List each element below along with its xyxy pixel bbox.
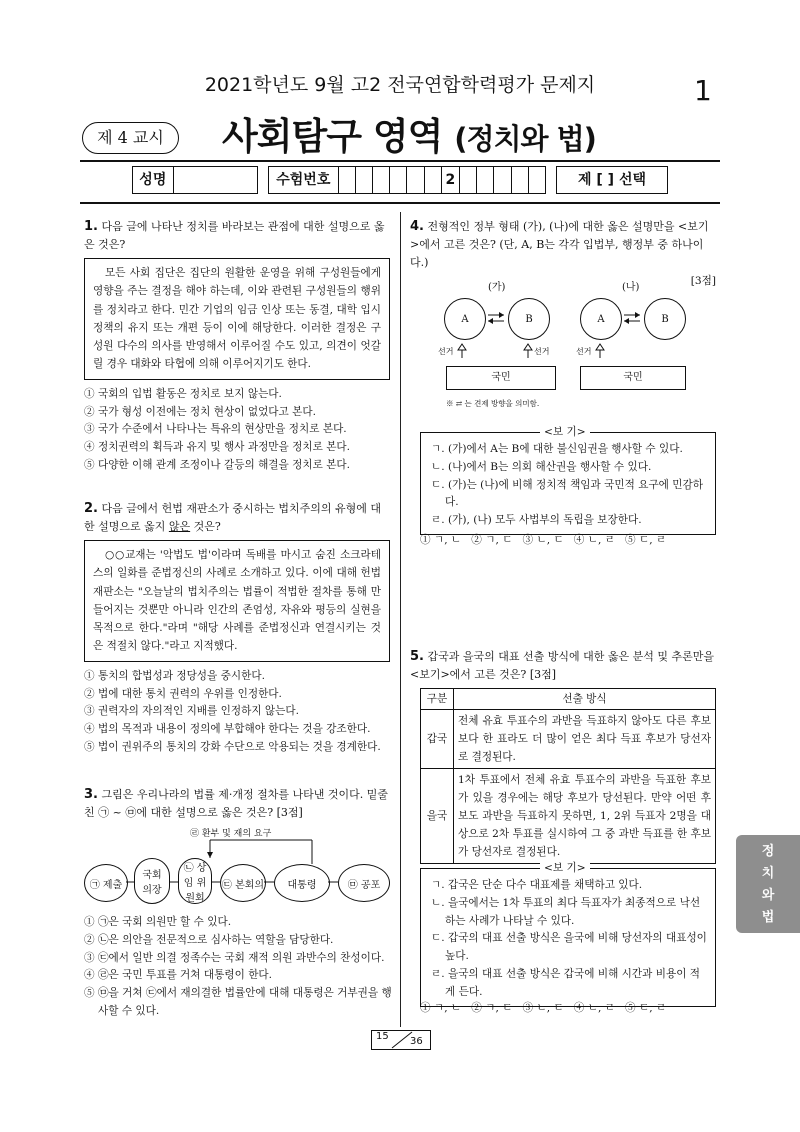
- exam-digit-cell[interactable]: [425, 167, 442, 193]
- option-2[interactable]: ② 법에 대한 통치 권력의 우위를 인정한다.: [84, 687, 282, 700]
- side-tab-char: 정: [761, 844, 775, 859]
- exam-digit-cell[interactable]: [356, 167, 373, 193]
- option-1[interactable]: ① ㉠은 국회 의원만 할 수 있다.: [84, 916, 232, 928]
- question-5-stem: [410, 648, 716, 684]
- table-header: 구분: [421, 689, 454, 710]
- node-plenary: ㉢ 본회의: [220, 864, 266, 902]
- name-label: 성명: [133, 167, 174, 193]
- label-na: (나): [622, 282, 640, 293]
- table-row: [421, 710, 716, 769]
- bogi-label: <보 기>: [540, 860, 590, 875]
- subject-side-tab: [736, 835, 800, 933]
- elect-label: 선거: [438, 347, 454, 356]
- election-table: [420, 688, 716, 864]
- ga-node-b: B: [508, 298, 550, 340]
- bogi-item: ㄴ. 을국에서는 1차 투표의 최다 득표자가 최종적으로 낙선하는 사례가 나타날 수 있다.: [431, 896, 701, 927]
- name-field[interactable]: [174, 167, 257, 193]
- diagram-note: ※ ⇄ 는 견제 방향을 의미함.: [446, 399, 540, 408]
- side-tab-char: 치: [761, 866, 775, 881]
- na-node-b: B: [644, 298, 686, 340]
- question-1-text: 다음 글에 나타난 정치를 바라보는 관점에 대한 설명으로 옳은 것은?: [84, 220, 385, 251]
- option-2[interactable]: ② ㉡은 의안을 전문적으로 심사하는 역할을 담당한다.: [84, 933, 334, 946]
- question-1-passage: 모든 사회 집단은 집단의 원활한 운영을 위해 구성원들에게 영향을 주는 결정을 해야 하는데, 이와 관련된 구성원들의 행위를 정치라고 한다. 민간 기업의 임금 인상 또는 동결, 대학 입시 정책의 유지 또는 개편 등이 이에 해당한다. 이러한 결정은 구성원 다수의 의사를 반영해서 이루어질 수도 있고, 의견이 엇갈릴 경우 대화와 타협에 의해 이루어지기도 한다.: [84, 258, 390, 380]
- question-number: 3.: [84, 787, 98, 802]
- question-2-underline: 않은: [168, 520, 191, 533]
- question-4-bogi: [420, 426, 716, 535]
- question-2-text-a: 다음 글에서 헌법 재판소가 중시하는 법치주의의 유형에 대한 설명으로 옳지: [84, 502, 381, 533]
- node-speaker: 국회 의장: [134, 858, 170, 904]
- table-header-row: [421, 689, 716, 710]
- select-label[interactable]: 제 [ ] 선택: [578, 172, 646, 188]
- node-president: 대통령: [274, 864, 330, 902]
- question-5-answers[interactable]: ① ㄱ, ㄴ ② ㄱ, ㄷ ③ ㄴ, ㄷ ④ ㄴ, ㄹ ⑤ ㄷ, ㄹ: [420, 1002, 667, 1014]
- bogi-item: ㄴ. (나)에서 B는 의회 해산권을 행사할 수 있다.: [431, 460, 652, 473]
- question-5-text: 갑국과 을국의 대표 선출 방식에 대한 옳은 분석 및 추론만을 <보기>에서 고른 것은? [3점]: [410, 650, 714, 681]
- page-number-box: [371, 1030, 431, 1050]
- people-box-ga: 국민: [446, 366, 556, 390]
- bogi-item: ㄷ. (가)는 (나)에 비해 정치적 책임과 국민적 요구에 민감하다.: [431, 478, 703, 509]
- bogi-item: ㄱ. (가)에서 A는 B에 대한 불신임권을 행사할 수 있다.: [431, 443, 683, 455]
- table-cell: 1차 투표에서 전체 유효 투표수의 과반을 득표한 후보가 있을 경우에는 해당 후보가 당선된다. 만약 어떤 후보도 과반을 득표하지 못하면, 1, 2위 득표자 2명을 대상으로 2차 투표를 실시하여 그 중 과반 득표를 한 후보가 당선자로 결정된다.: [454, 769, 716, 864]
- question-3: [84, 786, 390, 822]
- question-5-bogi: [420, 862, 716, 1007]
- option-3[interactable]: ③ 국가 수준에서 나타나는 특유의 현상만을 정치로 본다.: [84, 423, 347, 436]
- option-3[interactable]: ③ ㉢에서 일반 의결 정족수는 국회 재적 의원 과반수의 찬성이다.: [84, 951, 385, 964]
- bogi-item: ㄱ. 갑국은 단순 다수 대표제를 채택하고 있다.: [431, 879, 643, 891]
- na-node-a: A: [580, 298, 622, 340]
- option-1[interactable]: ① 통치의 합법성과 정당성을 중시한다.: [84, 669, 265, 682]
- exam-digit-fixed: 2: [442, 167, 460, 193]
- column-divider: [400, 212, 401, 1027]
- option-5[interactable]: ⑤ 다양한 이해 관계 조정이나 갈등의 해결을 정치로 본다.: [84, 458, 351, 471]
- question-number: 1.: [84, 219, 98, 234]
- question-2: [84, 500, 390, 757]
- question-number: 5.: [410, 649, 424, 664]
- side-tab-char: 와: [761, 888, 775, 903]
- legislation-flow-diagram: [84, 826, 392, 906]
- exam-title: 2021학년도 9월 고2 전국연합학력평가 문제지: [204, 74, 596, 96]
- question-3-options: [84, 914, 392, 1021]
- subject-main: 사회탐구 영역: [222, 115, 443, 158]
- question-5: [410, 648, 716, 684]
- question-2-options: [84, 668, 390, 757]
- elect-label: 선거: [576, 347, 592, 356]
- page-mark: 1: [694, 74, 712, 107]
- ga-node-a: A: [444, 298, 486, 340]
- table-cell: 을국: [421, 769, 454, 864]
- exam-digit-cell[interactable]: [460, 167, 477, 193]
- exam-digit-cell[interactable]: [390, 167, 407, 193]
- option-5[interactable]: ⑤ 법이 권위주의 통치의 강화 수단으로 악용되는 것을 경계한다.: [84, 740, 381, 753]
- exam-digit-cell[interactable]: [477, 167, 494, 193]
- question-1-options: [84, 386, 390, 475]
- question-1-stem: [84, 218, 390, 254]
- government-forms-diagram: [436, 278, 706, 418]
- option-4[interactable]: ④ 정치권력의 획득과 유지 및 행사 과정만을 정치로 본다.: [84, 441, 351, 454]
- node-promulgate: ㉤ 공포: [338, 864, 390, 902]
- node-submit: ㉠ 제출: [84, 864, 128, 902]
- check-arrows: [436, 278, 706, 378]
- exam-digit-cell[interactable]: [407, 167, 424, 193]
- option-5[interactable]: ⑤ ㉤을 거쳐 ㉢에서 재의결한 법률안에 대해 대통령은 거부권을 행사할 수 있다.: [84, 987, 392, 1017]
- page-total: 36: [410, 1036, 423, 1047]
- people-box-na: 국민: [580, 366, 686, 390]
- option-2[interactable]: ② 국가 형성 이전에는 정치 현상이 없었다고 본다.: [84, 405, 316, 418]
- subject-sub: (정치와 법): [454, 122, 596, 156]
- question-4-points: [3점]: [690, 275, 716, 287]
- option-3[interactable]: ③ 권력자의 자의적인 지배를 인정하지 않는다.: [84, 705, 300, 718]
- table-header: 선출 방식: [454, 689, 716, 710]
- question-number: 2.: [84, 501, 98, 516]
- header-rule-bottom: [80, 202, 720, 204]
- exam-digit-cell[interactable]: [529, 167, 545, 193]
- label-ga: (가): [488, 282, 506, 293]
- node-committee: ㉡ 상임 위원회: [178, 858, 212, 904]
- question-4-answers[interactable]: ① ㄱ, ㄴ ② ㄱ, ㄷ ③ ㄴ, ㄷ ④ ㄴ, ㄹ ⑤ ㄷ, ㄹ: [420, 534, 667, 546]
- bogi-box: [420, 868, 716, 1007]
- bogi-label: <보 기>: [540, 424, 590, 439]
- bogi-item: ㄹ. (가), (나) 모두 사법부의 독립을 보장한다.: [431, 514, 642, 527]
- side-tab-char: 법: [761, 910, 775, 925]
- option-4[interactable]: ④ ㉣은 국민 투표를 거쳐 대통령이 한다.: [84, 969, 273, 982]
- question-2-stem: [84, 500, 390, 536]
- exam-digit-cell[interactable]: [339, 167, 356, 193]
- question-4-text: 전형적인 정부 형태 (가), (나)에 대한 옳은 설명만을 <보기>에서 고른 것은? (단, A, B는 각각 입법부, 행정부 중 하나이다.): [410, 220, 709, 269]
- question-2-text-b: 것은?: [190, 520, 221, 533]
- question-3-stem: [84, 786, 390, 822]
- question-1: [84, 218, 390, 475]
- subject-title: [222, 106, 596, 160]
- table-row: [421, 769, 716, 864]
- option-4[interactable]: ④ 법의 목적과 내용이 정의에 부합해야 한다는 것을 강조한다.: [84, 723, 371, 736]
- header-rule-top: [80, 160, 720, 162]
- question-2-passage: ○○교재는 '악법도 법'이라며 독배를 마시고 숨진 소크라테스의 일화를 준법정신의 사례로 소개하고 있다. 이에 대해 헌법 재판소는 "오늘날의 법치주의는 법률이 적법한 절차를 통해 만들어지는 것뿐만 아니라 인간의 존엄성, 자유와 평등의 실현을 목적으로 한다."라며 "해당 사례를 준법정신과 연결시키는 것은 적절치 않다."라고 지적했다.: [84, 540, 390, 662]
- bogi-item: ㄷ. 갑국의 대표 선출 방식은 을국에 비해 당선자의 대표성이 높다.: [431, 932, 707, 963]
- exam-number-box: [268, 166, 546, 194]
- bogi-item: ㄹ. 을국의 대표 선출 방식은 갑국에 비해 시간과 비용이 적게 든다.: [431, 967, 701, 998]
- elect-label: 선거: [534, 347, 550, 356]
- question-3-text: 그림은 우리나라의 법률 제·개정 절차를 나타낸 것이다. 밑줄 친 ㉠ ~ ㉤에 대한 설명으로 옳은 것은? [3점]: [84, 788, 388, 819]
- name-box: [132, 166, 258, 194]
- option-1[interactable]: ① 국회의 입법 활동은 정치로 보지 않는다.: [84, 387, 282, 400]
- page-current: 15: [376, 1031, 389, 1042]
- exam-digit-cell[interactable]: [373, 167, 390, 193]
- question-4-stem: [410, 218, 716, 272]
- bogi-box: [420, 432, 716, 535]
- table-cell: 갑국: [421, 710, 454, 769]
- return-label: ㉣ 환부 및 재의 요구: [188, 826, 273, 839]
- exam-number-label: 수험번호: [269, 167, 339, 193]
- question-number: 4.: [410, 219, 424, 234]
- table-cell: 전체 유효 투표수의 과반을 득표하지 않아도 다른 후보보다 한 표라도 더 많이 얻은 최다 득표 후보가 당선자로 결정된다.: [454, 710, 716, 769]
- select-box: [556, 166, 668, 194]
- session-badge: 제 4 교시: [82, 122, 179, 154]
- exam-digit-cell[interactable]: [494, 167, 511, 193]
- exam-digit-cell[interactable]: [512, 167, 529, 193]
